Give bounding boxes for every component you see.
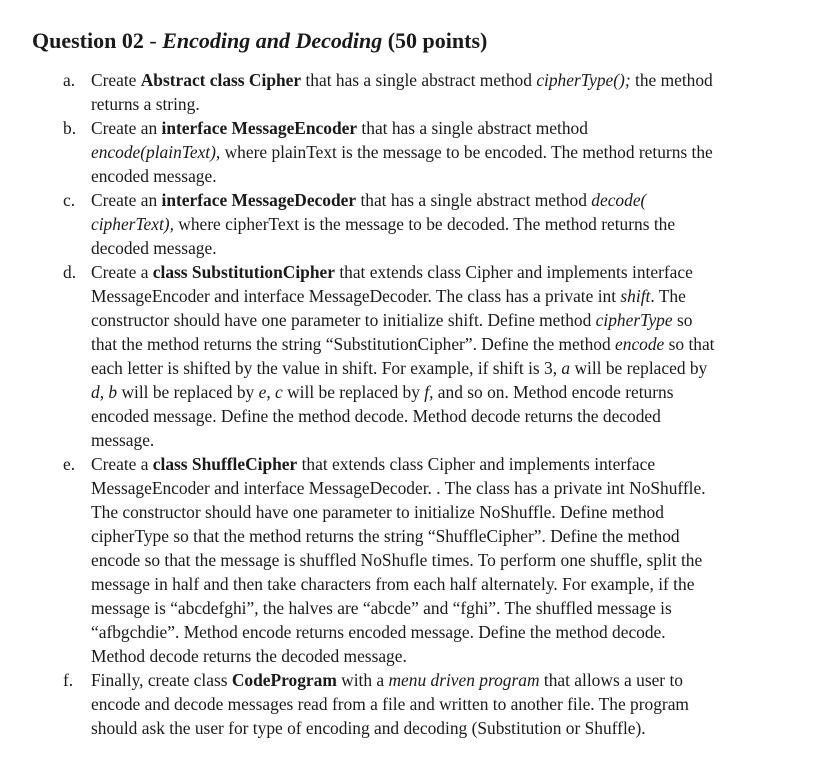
text-segment: that has a single abstract method: [357, 118, 588, 138]
text-line: [91, 596, 805, 620]
text-line: [91, 404, 805, 428]
text-line: [91, 188, 805, 212]
text-segment: cipherType so that the method returns the string “ShuffleCipher”. Define the method: [91, 526, 680, 546]
text-line: [91, 692, 805, 716]
text-segment: that allows a user to: [539, 670, 683, 690]
italic-text: shift: [620, 286, 651, 306]
text-segment: the method: [630, 70, 713, 90]
text-segment: decoded message.: [91, 238, 217, 258]
text-segment: encoded message. Define the method decode. Method decode returns the decoded: [91, 406, 661, 426]
list-item-marker: e.: [63, 454, 76, 474]
italic-text: encode: [615, 334, 665, 354]
italic-text: cipherType: [595, 310, 673, 330]
text-segment: Finally, create class: [91, 670, 232, 690]
italic-text: d, b: [91, 382, 118, 402]
text-segment: message.: [91, 430, 155, 450]
text-line: [91, 212, 805, 236]
text-segment: will be replaced by: [282, 382, 425, 402]
list-item: [0, 452, 827, 668]
text-line: [91, 716, 805, 740]
text-line: [91, 284, 805, 308]
text-segment: Method decode returns the decoded message.: [91, 646, 407, 666]
text-segment: so: [672, 310, 693, 330]
text-line: [91, 548, 805, 572]
text-segment: so that: [664, 334, 715, 354]
text-line: [91, 260, 805, 284]
list-item: [0, 116, 827, 188]
text-segment: will be replaced by: [570, 358, 708, 378]
text-segment: Create: [91, 70, 141, 90]
text-line: [91, 308, 805, 332]
text-line: [91, 620, 805, 644]
text-segment: “afbgchdie”. Method encode returns encoded message. Define the method decode.: [91, 622, 666, 642]
text-line: [91, 476, 805, 500]
text-segment: that has a single abstract method: [356, 190, 592, 210]
italic-text: f,: [424, 382, 434, 402]
text-line: [91, 452, 805, 476]
list-item-marker: f.: [63, 670, 74, 690]
text-segment: where cipherText is the message to be decoded. The method returns the: [173, 214, 676, 234]
text-segment: ,: [266, 382, 276, 402]
text-segment: each letter is shifted by the value in shift. For example, if shift is 3,: [91, 358, 562, 378]
text-segment: and so on. Method encode returns: [433, 382, 674, 402]
question-points: (50 points): [387, 28, 488, 53]
text-line: [91, 140, 805, 164]
italic-text: cipherText),: [91, 214, 174, 234]
text-segment: Create a: [91, 454, 153, 474]
heading-separator: -: [143, 28, 163, 53]
text-segment: message in half and then take characters from each half alternately. For example, if the: [91, 574, 695, 594]
bold-text: interface MessageEncoder: [161, 118, 358, 138]
text-segment: Create an: [91, 190, 162, 210]
italic-text: menu driven program: [388, 670, 540, 690]
text-line: [91, 236, 805, 260]
bold-text: interface MessageDecoder: [161, 190, 357, 210]
italic-text: decode(: [591, 190, 647, 210]
text-segment: Create an: [91, 118, 162, 138]
list-item-marker: c.: [63, 190, 76, 210]
text-segment: will be replaced by: [117, 382, 259, 402]
text-segment: Create a: [91, 262, 153, 282]
text-segment: constructor should have one parameter to initialize shift. Define method: [91, 310, 596, 330]
question-heading: [32, 26, 487, 56]
text-line: [91, 380, 805, 404]
text-segment: returns a string.: [91, 94, 200, 114]
text-segment: The constructor should have one parameter to initialize NoShuffle. Define method: [91, 502, 664, 522]
text-line: [91, 332, 805, 356]
italic-text: cipherType();: [536, 70, 631, 90]
bold-text: Abstract class Cipher: [140, 70, 302, 90]
question-title: Encoding and Decoding: [162, 28, 383, 53]
text-segment: that extends class Cipher and implements interface: [334, 262, 693, 282]
text-line: [91, 164, 805, 188]
text-segment: message is “abcdefghi”, the halves are “abcde” and “fghi”. The shuffled message is: [91, 598, 672, 618]
text-line: [91, 524, 805, 548]
list-item-marker: b.: [63, 118, 77, 138]
text-line: [91, 116, 805, 140]
text-segment: that extends class Cipher and implements interface: [297, 454, 656, 474]
text-segment: where plainText is the message to be encoded. The method returns the: [220, 142, 713, 162]
text-line: [91, 428, 805, 452]
text-line: [91, 500, 805, 524]
list-item: [0, 188, 827, 260]
list-item: [0, 68, 827, 116]
text-segment: encoded message.: [91, 166, 217, 186]
text-line: [91, 68, 805, 92]
list-item: [0, 260, 827, 452]
list-item-marker: d.: [63, 262, 77, 282]
italic-text: a: [561, 358, 571, 378]
italic-text: e: [258, 382, 267, 402]
italic-text: c: [275, 382, 283, 402]
text-segment: . The: [650, 286, 686, 306]
text-segment: should ask the user for type of encoding and decoding (Substitution or Shuffle).: [91, 718, 646, 738]
italic-text: encode(plainText),: [91, 142, 221, 162]
text-line: [91, 644, 805, 668]
text-segment: with a: [336, 670, 389, 690]
text-line: [91, 572, 805, 596]
list-item: [0, 668, 827, 740]
bold-text: class ShuffleCipher: [152, 454, 298, 474]
requirements-list: [0, 68, 827, 740]
text-segment: MessageEncoder and interface MessageDecoder. . The class has a private int NoShuffle.: [91, 478, 706, 498]
text-segment: MessageEncoder and interface MessageDecoder. The class has a private int: [91, 286, 621, 306]
bold-text: class SubstitutionCipher: [152, 262, 335, 282]
text-line: [91, 356, 805, 380]
question-number: Question 02: [32, 28, 144, 53]
bold-text: CodeProgram: [231, 670, 337, 690]
text-segment: encode so that the message is shuffled NoShufle times. To perform one shuffle, split the: [91, 550, 703, 570]
text-segment: that the method returns the string “SubstitutionCipher”. Define the method: [91, 334, 616, 354]
text-segment: that has a single abstract method: [301, 70, 537, 90]
text-line: [91, 92, 805, 116]
list-item-marker: a.: [63, 70, 76, 90]
text-segment: encode and decode messages read from a file and written to another file. The program: [91, 694, 689, 714]
text-line: [91, 668, 805, 692]
